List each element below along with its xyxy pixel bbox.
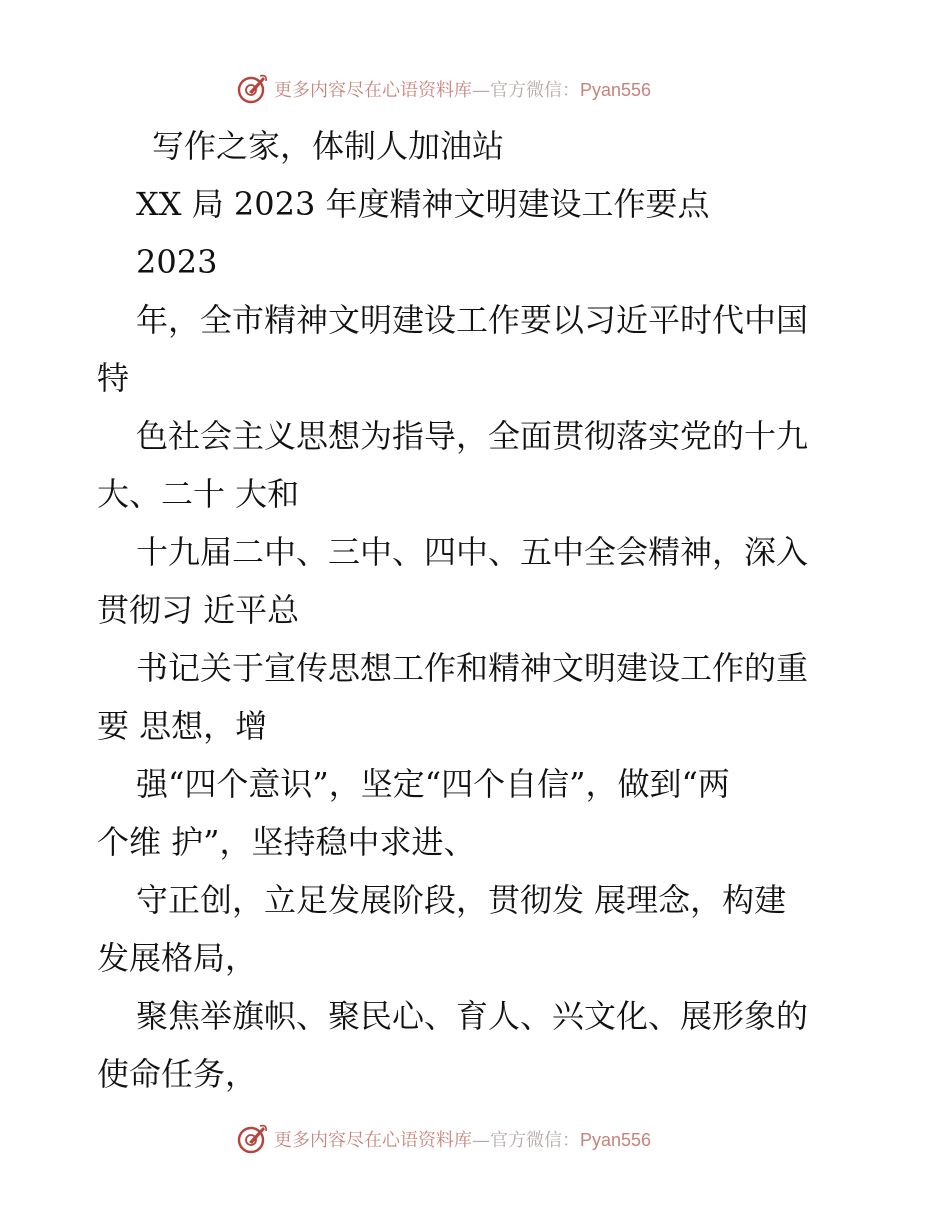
watermark-banner-bottom [236,1122,756,1156]
watermark-dash: — [472,80,490,101]
body-line: 使命任务， [97,1055,258,1093]
document-title: XX 局 2023 年度精神文明建设工作要点 [136,185,710,223]
body-line: 要 思想，增 [97,707,268,745]
body-line: 贯彻习 近平总 [97,591,300,629]
body-line: 特 [97,359,130,397]
watermark-wechat-id: Pyan556 [580,80,652,100]
body-line: 大、二十 大和 [97,475,300,513]
watermark-wechat-id: Pyan556 [580,1130,652,1150]
body-line: 2023 [136,243,218,281]
watermark-text [274,76,651,102]
quill-logo-icon [236,73,268,105]
watermark-dash: — [472,1130,490,1151]
body-line: 发展格局， [97,939,258,977]
body-line: 色社会主义思想为指导，全面贯彻落实党的十九 [136,417,809,455]
body-line: 个维 护”，坚持稳中求进、 [97,823,476,861]
watermark-official: 官方微信： [490,80,580,101]
body-line: 书记关于宣传思想工作和精神文明建设工作的重 [136,649,809,687]
watermark-text [274,1126,651,1152]
watermark-official: 官方微信： [490,1130,580,1151]
body-line: 聚焦举旗帜、聚民心、育人、兴文化、展形象的 [136,997,809,1035]
body-line: 十九届二中、三中、四中、五中全会精神，深入 [136,533,809,571]
watermark-prefix: 更多内容尽在心语资料库 [274,80,472,101]
body-line: 守正创，立足发展阶段，贯彻发 展理念，构建 [136,881,787,919]
body-line: 强“四个意识”，坚定“四个自信”，做到“两 [136,765,730,803]
watermark-prefix: 更多内容尽在心语资料库 [274,1130,472,1151]
body-line: 年，全市精神文明建设工作要以习近平时代中国 [136,301,809,339]
quill-logo-icon [236,1123,268,1155]
watermark-banner-top [236,72,756,106]
header-line: 写作之家，体制人加油站 [152,127,505,165]
